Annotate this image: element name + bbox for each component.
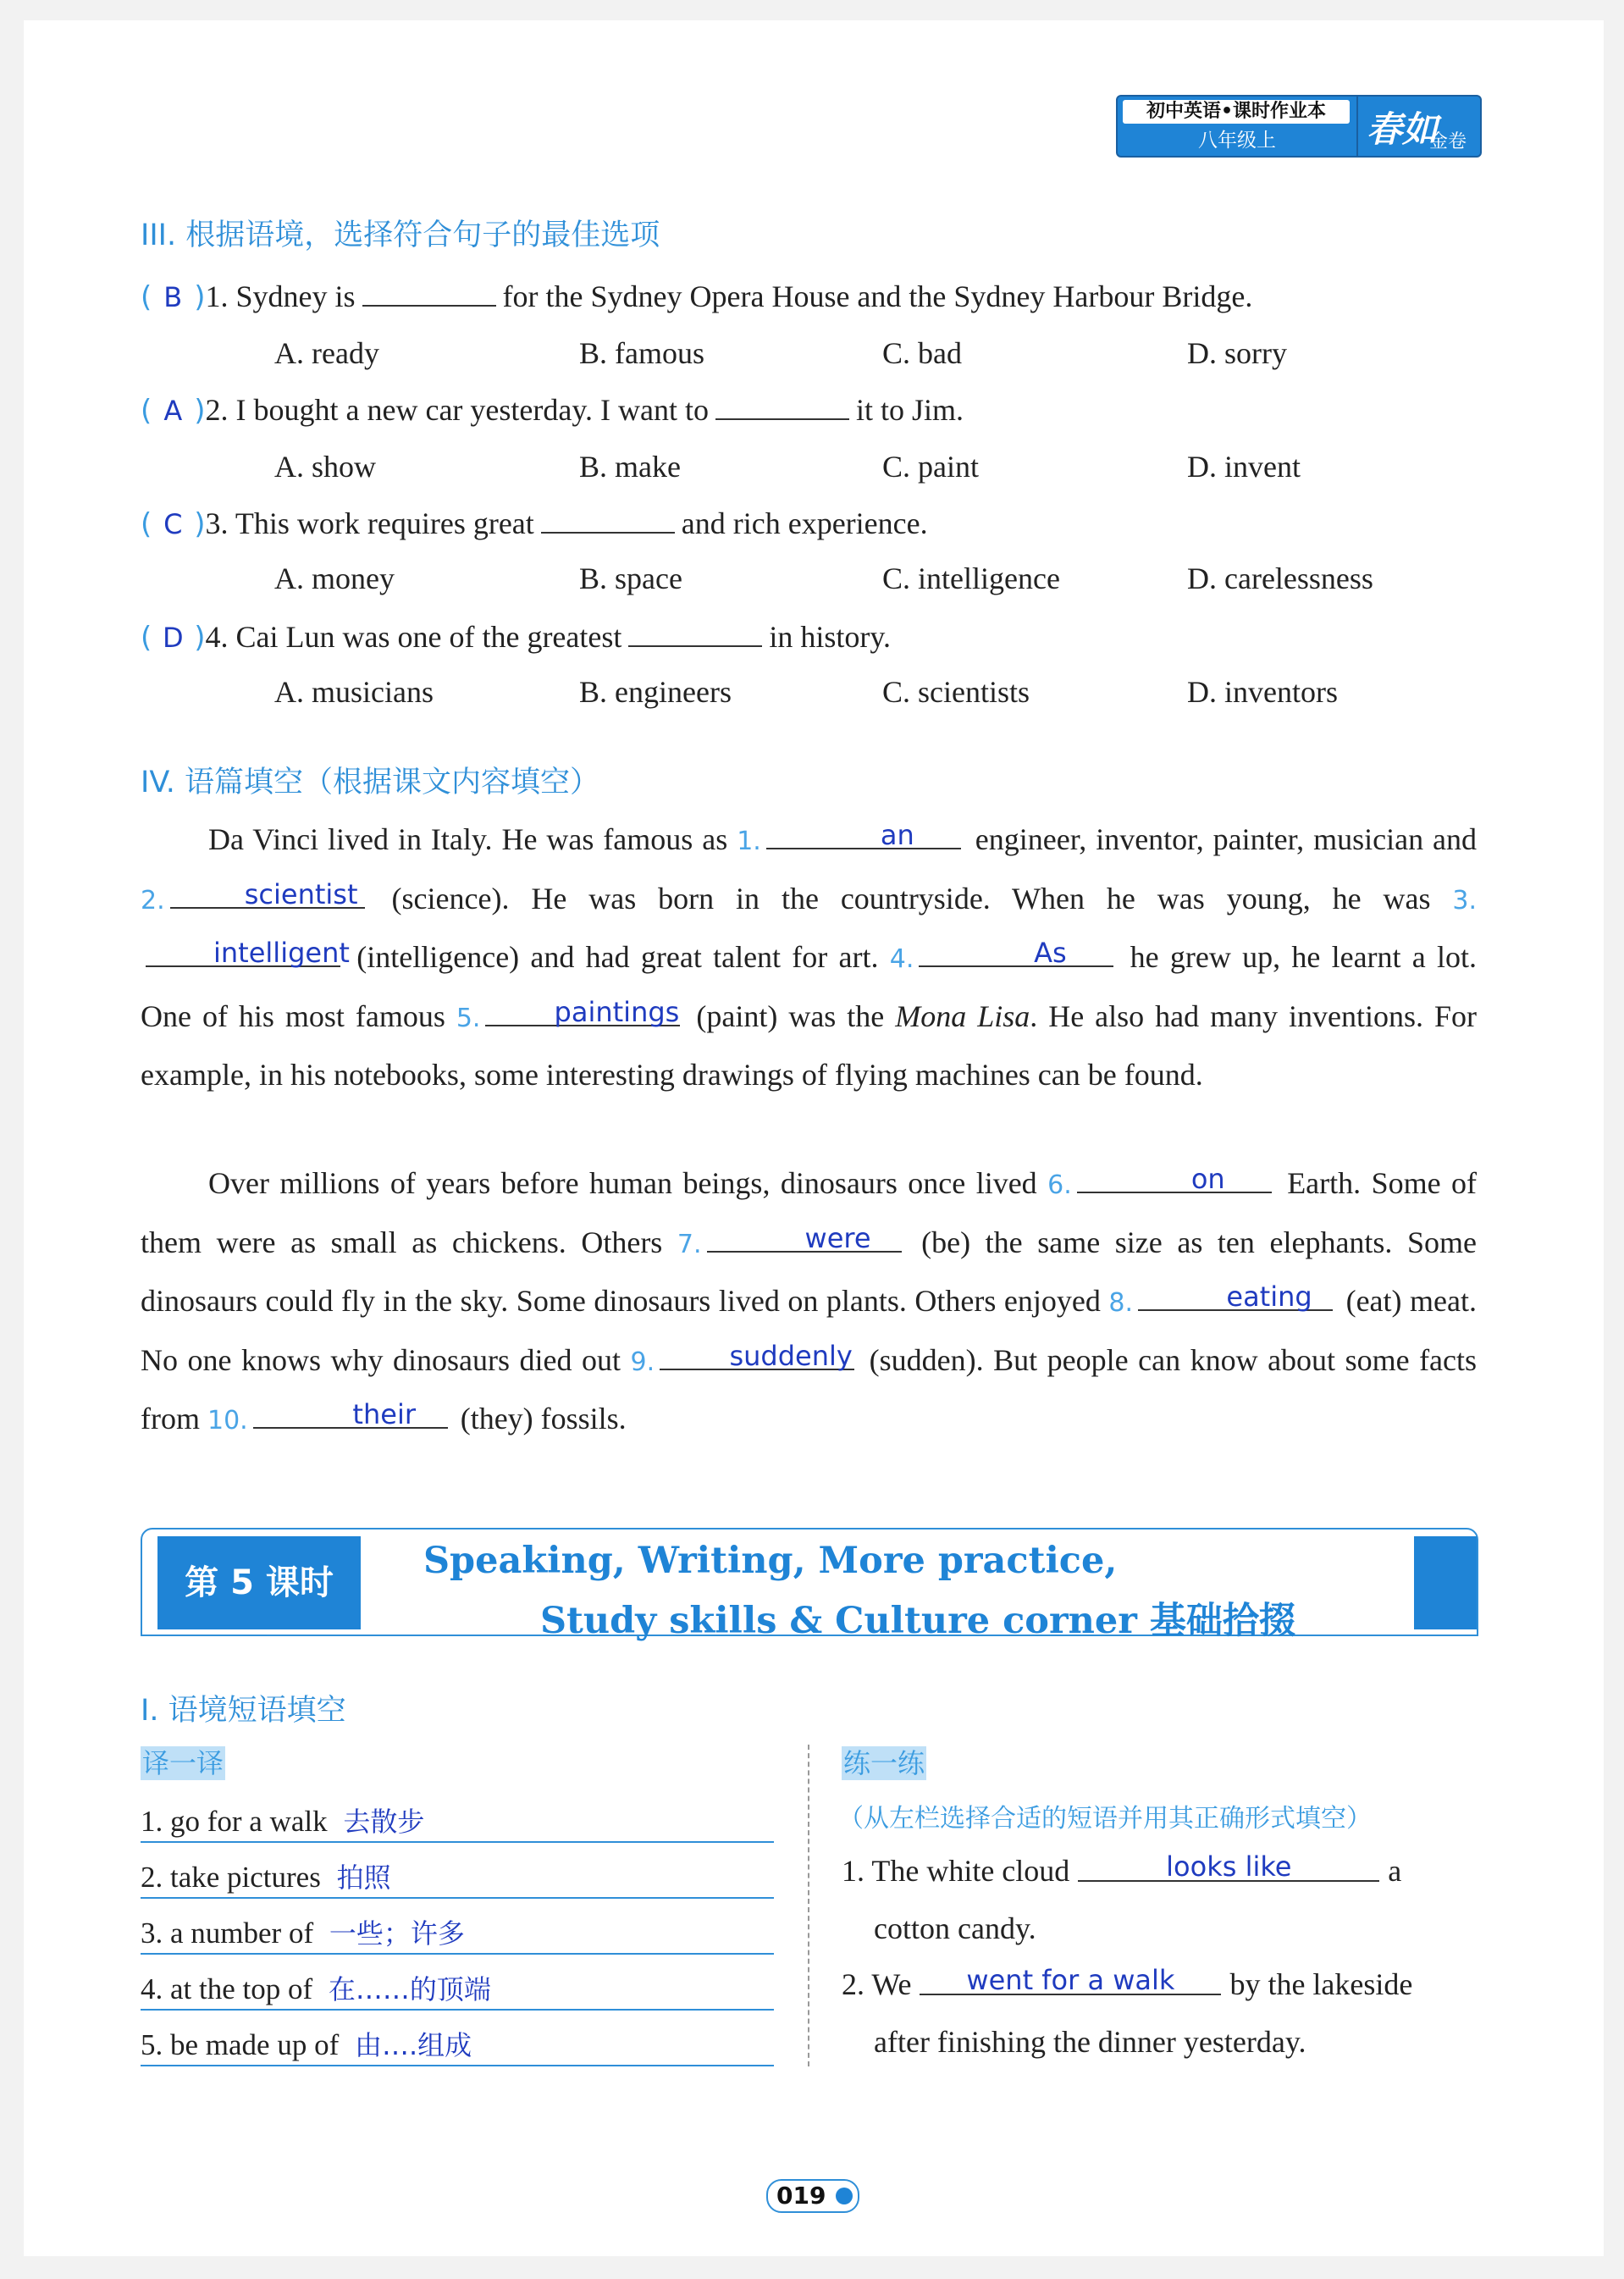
practice-hint: （从左栏选择合适的短语并用其正确形式填空） — [838, 1804, 1372, 1834]
option: A. musicians — [274, 675, 434, 709]
blank-number: 7. — [677, 1229, 702, 1259]
option: B. famous — [579, 336, 704, 370]
answer-blank — [362, 276, 496, 307]
passage-text: (science). He was born in the countryside. When he was young, he was — [391, 881, 1431, 915]
blank-answer: paintings — [485, 999, 680, 1026]
passage-text: Over millions of years before human beings, dinosaurs once lived — [208, 1166, 1037, 1200]
blank-number: 1. — [737, 827, 761, 856]
option: C. scientists — [882, 675, 1030, 709]
phrase-row — [141, 2024, 472, 2066]
option: D. sorry — [1187, 336, 1287, 370]
question-4 — [141, 617, 891, 656]
answer-3: C — [163, 508, 183, 540]
paren-close: ) — [194, 621, 206, 655]
answer-blank — [715, 390, 849, 420]
practice-text: by the lakeside — [1229, 1967, 1413, 2001]
passage-text: engineer, inventor, painter, musician and — [975, 822, 1478, 856]
question-text: I bought a new car yesterday. I want to — [235, 393, 709, 427]
answer-line — [141, 1897, 774, 1899]
passage-text: . He also had many inventions. For example, in his notebooks, some interesting drawings of flying machines can be found. — [141, 998, 1477, 1092]
passage-text: Da Vinci lived in Italy. He was famous as — [208, 822, 728, 856]
option: B. engineers — [579, 675, 732, 709]
series-title: 初中英语•课时作业本 — [1123, 100, 1350, 124]
option: A. ready — [274, 336, 379, 370]
phrase-answer: 去散步 — [343, 1806, 425, 1838]
passage-paragraph-1 — [141, 811, 1477, 1104]
practice-text: 2. We — [842, 1967, 912, 2001]
practice-text: a — [1388, 1854, 1402, 1888]
question-1 — [141, 276, 1252, 316]
column-divider — [808, 1745, 809, 2066]
passage-text: he grew up, he learnt a lot. One of his most famous — [141, 940, 1478, 1033]
option: D. invent — [1187, 450, 1301, 484]
phrase-answer: 由….组成 — [354, 2029, 472, 2061]
blank-number: 10. — [207, 1406, 248, 1435]
practice-continuation: after finishing the dinner yesterday. — [874, 2025, 1306, 2059]
question-2 — [141, 390, 964, 429]
blank-number: 8. — [1108, 1288, 1134, 1318]
page-number — [766, 2179, 859, 2213]
phrase-answer: 在……的顶端 — [328, 1973, 491, 2005]
lesson-title-text: Study skills & Culture corner — [540, 1600, 1137, 1642]
blank-answer: their — [253, 1402, 448, 1429]
practice-answer: looks like — [1078, 1853, 1379, 1882]
practice-label: 练一练 — [843, 1747, 925, 1779]
option: A. money — [274, 561, 395, 595]
section-3-title: III. 根据语境，选择符合句子的最佳选项 — [141, 218, 660, 252]
passage-text: (paint) was the — [696, 998, 885, 1033]
passage-text: (sudden). But people can know about some facts from — [141, 1342, 1478, 1435]
blank-number: 6. — [1047, 1170, 1072, 1200]
passage-text: (intelligence) and had great talent for art. — [356, 940, 879, 974]
option: C. paint — [882, 450, 979, 484]
banner-strip — [1414, 1536, 1477, 1629]
option: C. bad — [882, 336, 962, 370]
blank-answer: intelligent — [146, 940, 340, 967]
practice-question-2 — [842, 1966, 1412, 2002]
answer-line — [141, 2065, 774, 2066]
page-number-text: 019 — [776, 2182, 826, 2210]
question-number: 2. — [205, 393, 229, 427]
phrase: 3. a number of — [141, 1917, 314, 1950]
question-number: 3. — [205, 506, 229, 540]
practice-text: 1. The white cloud — [842, 1854, 1070, 1888]
phrase-answer: 拍照 — [336, 1861, 391, 1894]
question-3 — [141, 503, 928, 543]
answer-2: A — [163, 395, 183, 427]
answer-1: B — [163, 281, 183, 313]
blank-number: 3. — [1452, 885, 1478, 915]
answer-line — [141, 2009, 774, 2011]
question-number: 1. — [205, 279, 229, 313]
answer-blank — [541, 503, 675, 534]
answer-line — [141, 1841, 774, 1843]
practice-continuation: cotton candy. — [874, 1911, 1036, 1945]
passage-paragraph-2 — [141, 1155, 1477, 1450]
lesson-title-cn: 基础拾掇 — [1149, 1600, 1295, 1642]
blank-answer: As — [919, 940, 1113, 967]
phrase: 4. at the top of — [141, 1972, 313, 2005]
phrase-row — [141, 1856, 391, 1899]
brand-logo — [1356, 95, 1482, 158]
phrase: 5. be made up of — [141, 2028, 340, 2061]
paren-open: ( — [141, 394, 152, 428]
paren-close: ) — [194, 507, 206, 541]
paren-close: ) — [194, 394, 206, 428]
practice-question-1 — [842, 1850, 1402, 1889]
lesson-title-line-1: Speaking, Writing, More practice, — [423, 1540, 1118, 1582]
grade-label: 八年级上 — [1198, 130, 1276, 152]
question-text: it to Jim. — [856, 393, 964, 427]
blank-answer: suddenly — [660, 1343, 854, 1370]
option: C. intelligence — [882, 561, 1060, 595]
passage-text: Earth. Some of them were as small as chickens. Others — [141, 1166, 1478, 1259]
blank-answer: on — [1077, 1166, 1272, 1193]
brand-name: 春如 — [1367, 108, 1439, 150]
passage-text: (they) fossils. — [460, 1402, 627, 1435]
phrase-row — [141, 1801, 424, 1843]
question-text: Sydney is — [235, 279, 356, 313]
question-text: Cai Lun was one of the greatest — [235, 620, 622, 654]
lesson-tag: 第 5 课时 — [157, 1536, 361, 1629]
blank-answer: an — [766, 822, 961, 849]
artwork-title: Mona Lisa — [895, 998, 1030, 1033]
question-text: for the Sydney Opera House and the Sydney Harbour Bridge. — [502, 279, 1253, 313]
answer-line — [141, 1953, 774, 1955]
option: B. make — [579, 450, 681, 484]
translate-label: 译一译 — [142, 1747, 224, 1779]
question-number: 4. — [205, 620, 229, 654]
phrase-answer: 一些；许多 — [329, 1917, 465, 1950]
passage-text: (eat) meat. No one knows why dinosaurs died out — [141, 1284, 1478, 1377]
answer-4: D — [162, 622, 184, 654]
option: D. carelessness — [1187, 561, 1373, 595]
option: D. inventors — [1187, 675, 1338, 709]
phrase: 2. take pictures — [141, 1861, 321, 1894]
series-badge-left — [1116, 95, 1358, 158]
passage-text: (be) the same size as ten elephants. Some dinosaurs could fly in the sky. Some dinosaurs lived on plants. Others enjoyed — [141, 1225, 1478, 1318]
blank-number: 2. — [141, 885, 165, 915]
paren-open: ( — [141, 280, 152, 314]
question-text: This work requires great — [235, 506, 534, 540]
question-text: and rich experience. — [681, 506, 928, 540]
page-dot-icon — [836, 2188, 853, 2204]
blank-number: 5. — [456, 1003, 481, 1033]
section-4-title: IV. 语篇填空（根据课文内容填空） — [141, 766, 600, 799]
option: A. show — [274, 450, 377, 484]
paren-open: ( — [141, 621, 152, 655]
phrase: 1. go for a walk — [141, 1805, 328, 1838]
practice-answer: went for a walk — [920, 1966, 1221, 1995]
section-1-title: I. 语境短语填空 — [141, 1694, 346, 1728]
paren-close: ) — [194, 280, 206, 314]
paren-open: ( — [141, 507, 152, 541]
brand-sub: 金卷 — [1429, 131, 1467, 152]
answer-blank — [628, 617, 762, 647]
question-text: in history. — [769, 620, 892, 654]
lesson-banner — [141, 1524, 1478, 1642]
phrase-row — [141, 1968, 491, 2011]
series-badge — [1116, 95, 1478, 154]
blank-answer: scientist — [170, 882, 365, 909]
lesson-title-line-2 — [540, 1592, 1295, 1644]
phrase-row — [141, 1912, 465, 1955]
blank-answer: were — [707, 1225, 902, 1253]
blank-number: 9. — [630, 1347, 655, 1377]
option: B. space — [579, 561, 682, 595]
blank-answer: eating — [1138, 1284, 1333, 1311]
blank-number: 4. — [889, 944, 914, 974]
